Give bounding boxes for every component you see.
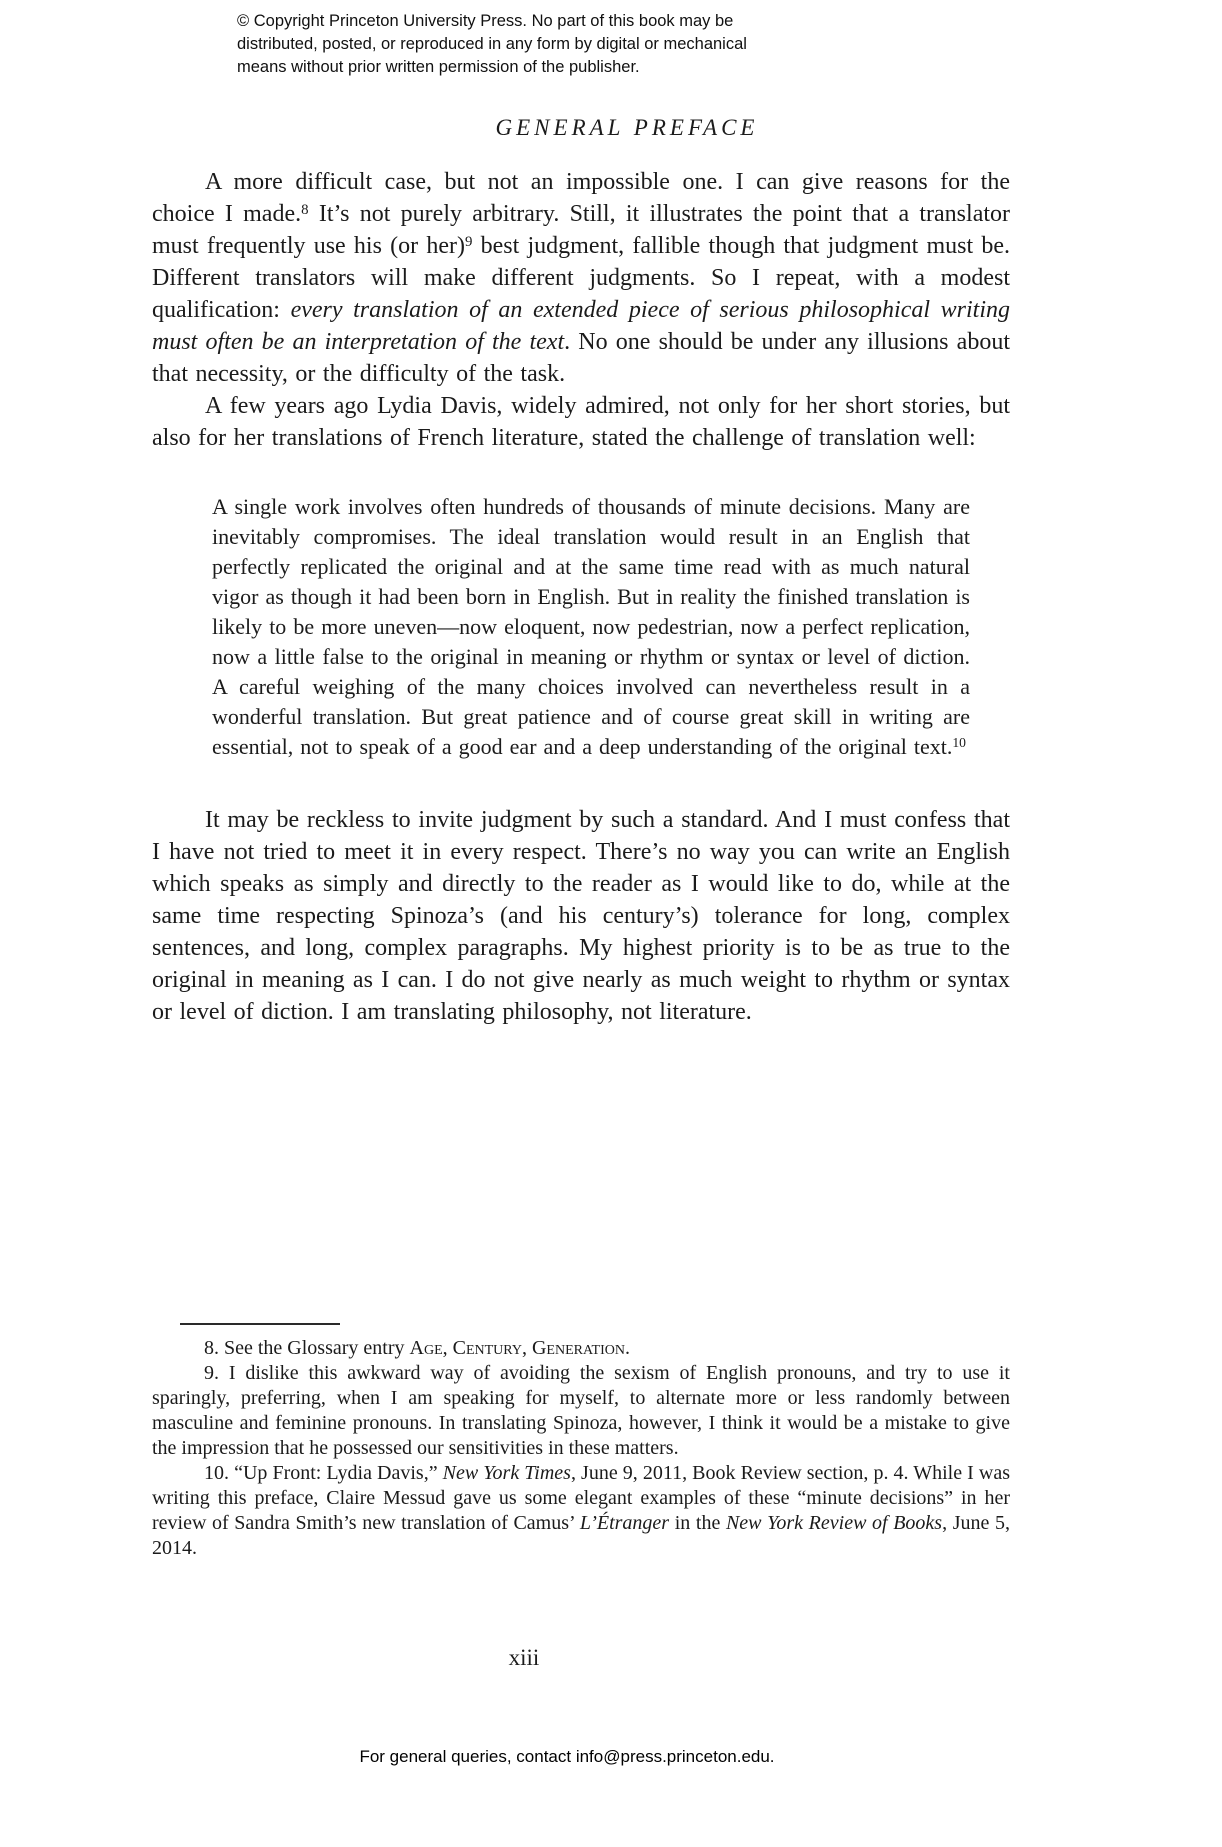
footnotes-section (152, 1323, 1010, 1561)
paragraph: A more difficult case, but not an impossible one. I can give reasons for the choice I made.$^8$ It’s not purely arbitrary. Still, it illustrates the point that a translator must frequently use his (or her)$^9$ best judgment, fallible though that judgment must be. Different translators will make different judgments. So I repeat, with a modest qualification: every translation of an extended piece of serious philosophical writing must often be an interpretation of the text. No one should be under any illusions about that necessity, or the difficulty of the task. (152, 169, 1011, 387)
block-quote: A single work involves often hundreds of thousands of minute decisions. Many are inevitably compromises. The ideal translation would result in an English that perfectly replicated the original and at the same time read with as much natural vigor as though it had been born in English. But in reality the finished translation is likely to be more uneven—now eloquent, now pedestrian, now a perfect replication, now a little false to the original in meaning or rhythm or syntax or level of diction. A careful weighing of the many choices involved can nevertheless result in a wonderful translation. But great patience and of course great skill in writing are essential, not to speak of a good ear and a deep understanding of the original text.$^{10}$ (212, 494, 970, 759)
page-number: xiii (508, 1645, 540, 1670)
footnote-8: 8. See the Glossary entry Age, Century, Generation. (204, 1337, 630, 1359)
copyright-line: means without prior written permission of the publisher. (237, 58, 640, 76)
footnote-9: 9. I dislike this awkward way of avoiding the sexism of English pronouns, and try to use it sparingly, preferring, when I am speaking for myself, to alternate more or less randomly between masculine and feminine pronouns. In translating Spinoza, however, I think it would be a mistake to give the impression that he possessed our sensitivities in these matters. (152, 1362, 1010, 1459)
footnote-10: 10. “Up Front: Lydia Davis,” New York Times, June 9, 2011, Book Review section, p. 4. While I was writing this preface, Claire Messud gave us some elegant examples of these “minute decisions” in her review of Sandra Smith’s new translation of Camus’ L’Étranger in the New York Review of Books, June 5, 2014. (152, 1462, 1010, 1559)
paragraph: It may be reckless to invite judgment by such a standard. And I must confess that I have not tried to meet it in every respect. There’s no way you can write an English which speaks as simply and directly to the reader as I would like to do, while at the same time respecting Spinoza’s (and his century’s) tolerance for long, complex sentences, and long, complex paragraphs. My highest priority is to be as true to the original in meaning as I can. I do not give nearly as much weight to rhythm or syntax or level of diction. I am translating philosophy, not literature. (152, 807, 1010, 1025)
page-title: GENERAL PREFACE (495, 115, 759, 140)
copyright-line: © Copyright Princeton University Press. No part of this book may be (237, 12, 734, 30)
footnote-divider (180, 1323, 340, 1325)
footer-contact: For general queries, contact info@press.princeton.edu. (359, 1747, 775, 1766)
paragraph: A few years ago Lydia Davis, widely admired, not only for her short stories, but also for her translations of French literature, stated the challenge of translation well: (152, 393, 1010, 451)
copyright-notice (237, 10, 747, 79)
copyright-line: distributed, posted, or reproduced in any form by digital or mechanical (237, 35, 747, 53)
preface-text (152, 166, 1010, 1028)
